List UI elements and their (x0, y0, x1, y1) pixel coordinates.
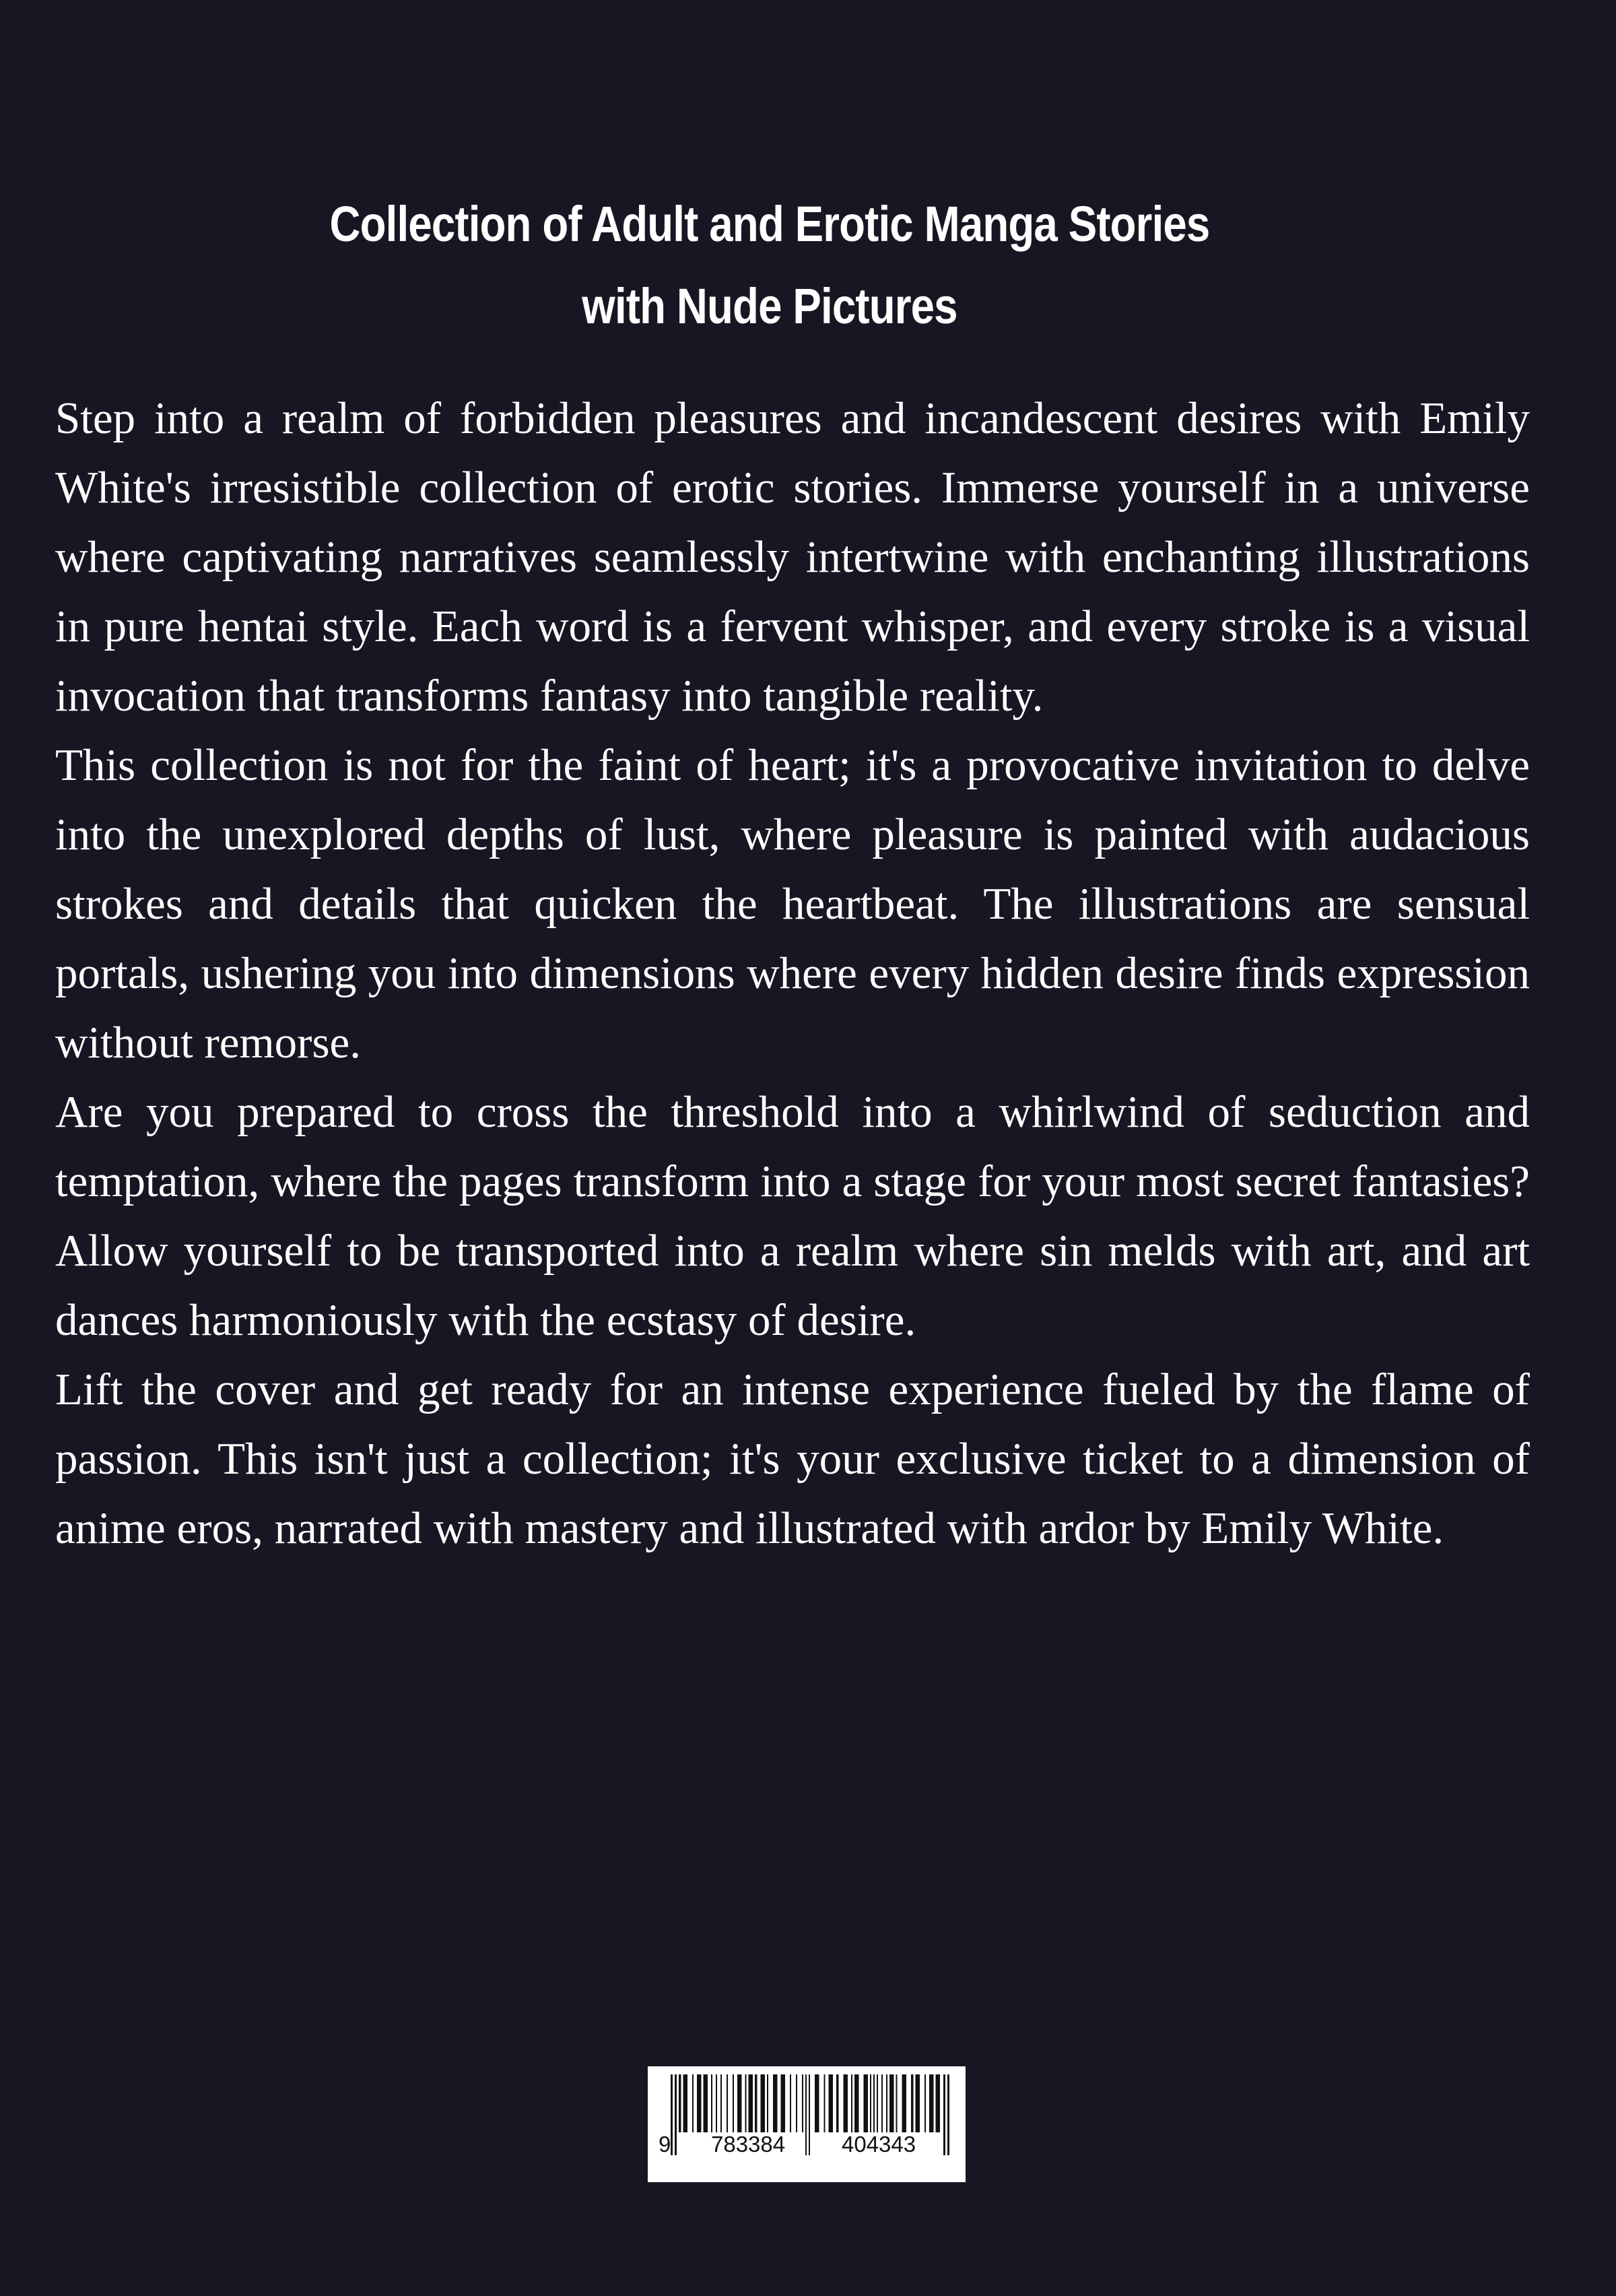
barcode-bar (675, 2074, 677, 2155)
barcode-bar (733, 2074, 734, 2132)
title-line-1: Collection of Adult and Erotic Manga Stories (329, 196, 1210, 252)
barcode-bar (836, 2074, 839, 2132)
barcode-bar (761, 2074, 766, 2132)
barcode-bar (864, 2074, 869, 2132)
barcode-bar (767, 2074, 768, 2132)
barcode-bar (924, 2074, 926, 2132)
barcode-bar (943, 2074, 945, 2155)
barcode-bar (844, 2074, 848, 2132)
barcode-bar (790, 2074, 791, 2132)
barcode-bar (896, 2074, 898, 2132)
barcode-bar (745, 2074, 747, 2132)
barcode-bar (781, 2074, 786, 2132)
barcode-bar (881, 2074, 883, 2132)
barcode-bar (697, 2074, 702, 2132)
cover-title (108, 183, 1432, 348)
barcode-bar (947, 2074, 949, 2155)
barcode-bar (796, 2074, 797, 2132)
barcode-bar (877, 2074, 878, 2132)
barcode-bar (802, 2074, 803, 2132)
barcode-bar (870, 2074, 871, 2132)
blurb-paragraph-4: Lift the cover and get ready for an intense experience fueled by the flame of passion. This isn't just a collection; it's your exclusive ticket to a dimension of anime eros, narrated with mastery and illustrated with ardor by Emily White. (55, 1365, 1530, 1553)
barcode-bar (749, 2074, 753, 2132)
barcode-bar (727, 2074, 728, 2132)
barcode-bar (851, 2074, 852, 2132)
barcode-bar (711, 2074, 712, 2132)
barcode-bar (889, 2074, 894, 2132)
barcode-bar (936, 2074, 941, 2132)
barcode-bar (929, 2074, 934, 2132)
barcode-bar (755, 2074, 758, 2132)
title-line-2: with Nude Pictures (582, 278, 957, 334)
barcode-bar (716, 2074, 717, 2132)
barcode-bar (720, 2074, 722, 2132)
barcode-bar (683, 2074, 688, 2132)
blurb (55, 384, 1530, 1563)
blurb-paragraph-1: Step into a realm of forbidden pleasures and incandescent desires with Emily White's irresistible collection of erotic stories. Immerse yourself in a universe where captivating narratives seamlessly intertwine with enchanting illustrations in pure hentai style. Each word is a fervent whisper, and every stroke is a visual invocation that transforms fantasy into tangible reality. (55, 393, 1530, 721)
barcode-lead-digit: 9 (659, 2132, 671, 2157)
barcode-bars (648, 2066, 966, 2182)
barcode-bar (737, 2074, 742, 2132)
barcode-bar (809, 2074, 810, 2155)
barcode-right-group: 404343 (842, 2132, 916, 2157)
blurb-paragraph-3: Are you prepared to cross the threshold into a whirlwind of seduction and temptation, where the pages transform into a stage for your most secret fantasies? Allow yourself to be transported into a realm where sin melds with art, and art dances harmoniously with the ecstasy of desire. (55, 1087, 1530, 1345)
barcode-bar (886, 2074, 887, 2132)
blurb-paragraph-2: This collection is not for the faint of heart; it's a provocative invitation to delve into the unexplored depths of lust, where pleasure is painted with audacious strokes and details that quicken the heartbeat. The illustrations are sensual portals, ushering you into dimensions where every hidden desire finds expression without remorse. (55, 740, 1530, 1068)
barcode-bar (671, 2074, 673, 2155)
barcode-bar (829, 2074, 834, 2132)
isbn-barcode (648, 2066, 966, 2182)
barcode-bar (902, 2074, 907, 2132)
barcode-bar (854, 2074, 859, 2132)
barcode-bar (805, 2074, 807, 2155)
barcode-left-group: 783384 (711, 2132, 786, 2157)
barcode-bar (679, 2074, 681, 2132)
barcode-bar (824, 2074, 826, 2132)
barcode-bar (911, 2074, 914, 2132)
barcode-bar (916, 2074, 920, 2132)
barcode-bar (873, 2074, 875, 2132)
barcode-bar (815, 2074, 819, 2132)
barcode-bar (773, 2074, 778, 2132)
barcode-bar (692, 2074, 694, 2132)
barcode-bar (704, 2074, 708, 2132)
